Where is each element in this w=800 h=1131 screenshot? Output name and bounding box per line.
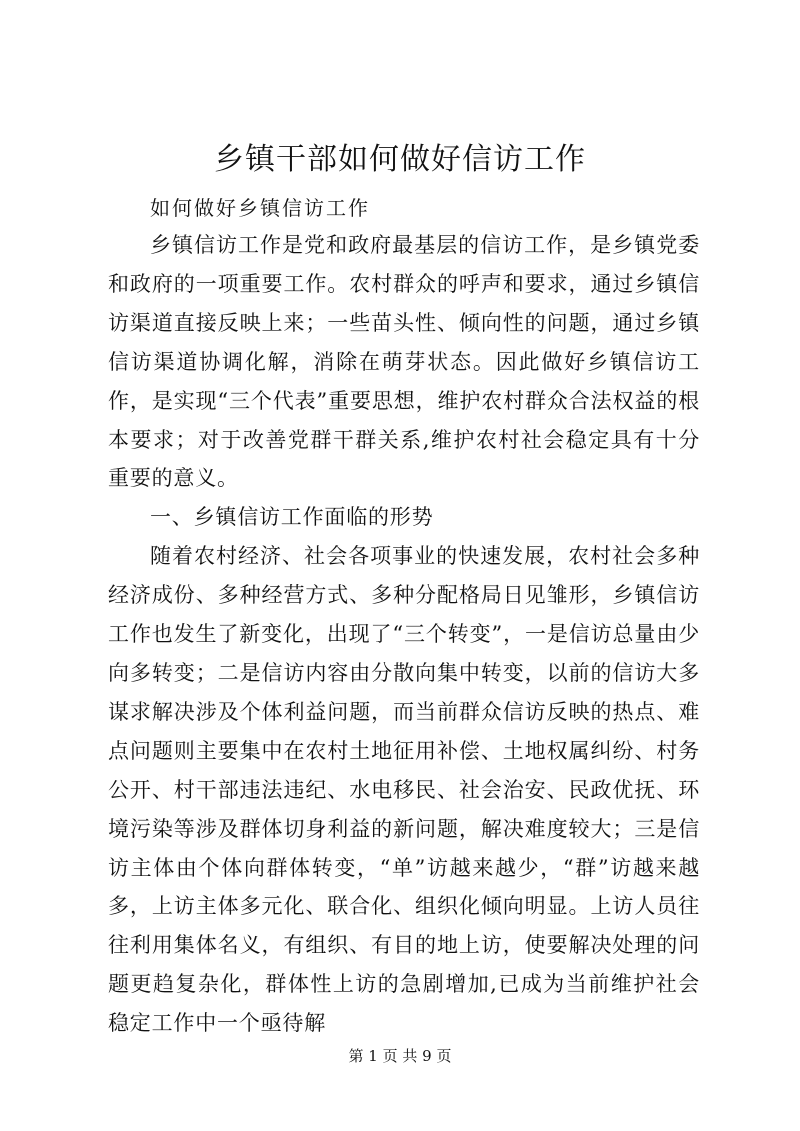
page-footer: 第 1 页 共 9 页 — [348, 1047, 452, 1065]
body-paragraph: 随着农村经济、社会各项事业的快速发展，农村社会多种经济成份、多种经营方式、多种分配格局日见雏形，乡镇信访工作也发生了新变化，出现了“三个转变”，一是信访总量由少向多转变；二是信访内容由分散向集中转变，以前的信访大多谋求解决涉及个体利益问题，而当前群众信访反映的热点、难点问题则主要集中在农村土地征用补偿、土地权属纠纷、村务公开、村干部违法违纪、水电移民、社会治安、民政优抚、环境污染等涉及群体切身利益的新问题，解决难度较大；三是信访主体由个体向群体转变，“单”访越来越少，“群”访越来越多，上访主体多元化、联合化、组织化倾向明显。上访人员往往利用集体名义，有组织、有目的地上访，使要解决处理的问题更趋复杂化，群体性上访的急剧增加,已成为当前维护社会稳定工作中一个亟待解 — [108, 544, 700, 1036]
document-subtitle: 如何做好乡镇信访工作 — [150, 196, 370, 220]
document-body — [108, 226, 700, 1043]
document-title: 乡镇干部如何做好信访工作 — [214, 142, 586, 177]
section-heading: 一、乡镇信访工作面临的形势 — [150, 505, 434, 530]
body-paragraph: 乡镇信访工作是党和政府最基层的信访工作，是乡镇党委和政府的一项重要工作。农村群众的呼声和要求，通过乡镇信访渠道直接反映上来；一些苗头性、倾向性的问题，通过乡镇信访渠道协调化解，消除在萌芽状态。因此做好乡镇信访工作，是实现“三个代表”重要思想，维护农村群众合法权益的根本要求；对于改善党群干群关系,维护农村社会稳定具有十分重要的意义。 — [108, 233, 700, 491]
